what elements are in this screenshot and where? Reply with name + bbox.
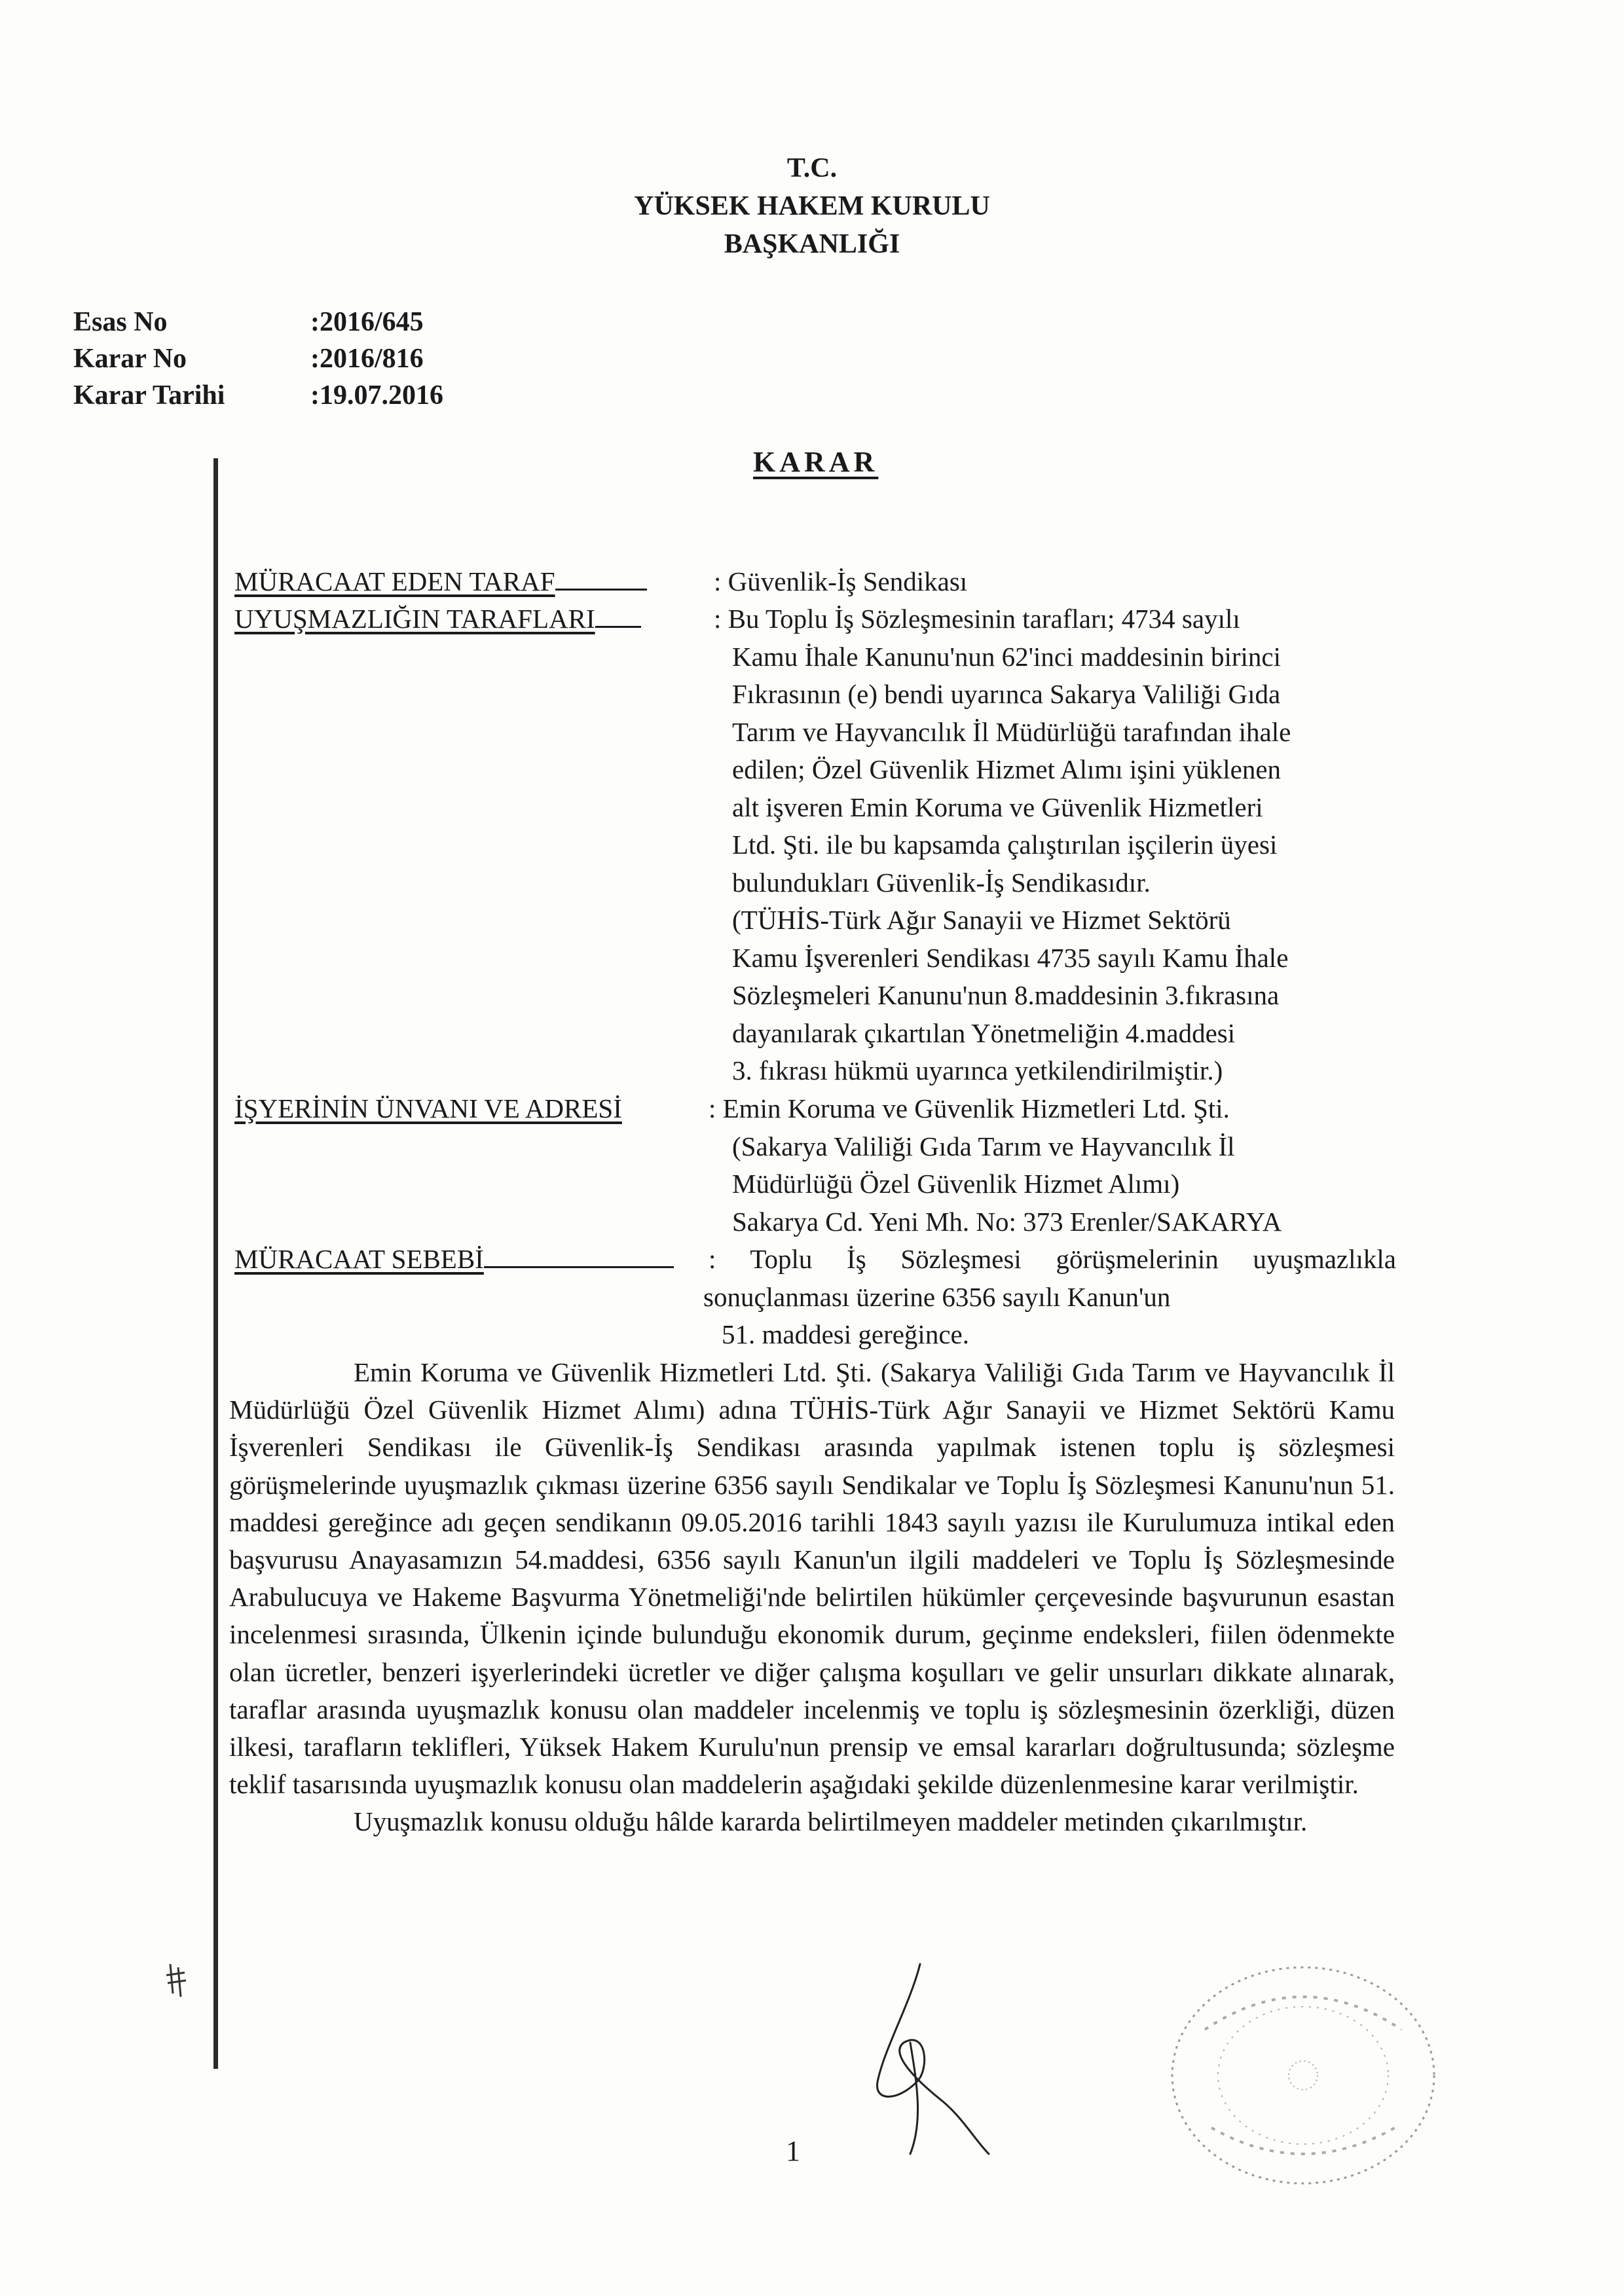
leader-line [484, 1244, 674, 1268]
value-line: : Emin Koruma ve Güvenlik Hizmetleri Ltd. Şti. [709, 1093, 1230, 1123]
karar-no-label: Karar No [73, 344, 187, 374]
field-label-text: MÜRACAAT EDEN TARAF [234, 566, 555, 596]
leader-line [595, 604, 641, 628]
field-label-text: İŞYERİNİN ÜNVANI VE ADRESİ [234, 1093, 622, 1123]
field-value-reason [703, 1241, 1396, 1354]
value-line: Tarım ve Hayvancılık İl Müdürlüğü tarafından ihale [732, 716, 1291, 747]
value-line: : Güvenlik-İş Sendikası [714, 566, 968, 596]
value-line: edilen; Özel Güvenlik Hizmet Alımı işini yüklenen [732, 754, 1282, 784]
value-line: bulundukları Güvenlik-İş Sendikasıdır. [732, 867, 1151, 898]
karar-no-value: :2016/816 [310, 344, 424, 374]
value-line: : Bu Toplu İş Sözleşmesinin tarafları; 4734 sayılı [714, 604, 1240, 634]
margin-handwritten-mark [164, 1961, 196, 2000]
esas-no-value: :2016/645 [310, 307, 424, 337]
value-line: Sakarya Cd. Yeni Mh. No: 373 Erenler/SAKARYA [732, 1206, 1282, 1237]
value-line: Kamu İşverenleri Sendikası 4735 sayılı Kamu İhale [732, 942, 1289, 973]
header-tc: T.C. [786, 153, 838, 183]
field-label-text: MÜRACAAT SEBEBİ [234, 1244, 484, 1274]
karar-tarihi-value: :19.07.2016 [310, 380, 443, 410]
value-line: (Sakarya Valiliği Gıda Tarım ve Hayvancılık İl [732, 1131, 1235, 1161]
header-presidency: BAŞKANLIĞI [724, 229, 900, 259]
field-value-parties [714, 600, 1291, 1090]
value-line: Ltd. Şti. ile bu kapsamda çalıştırılan işçilerin üyesi [732, 829, 1278, 860]
value-line: : Toplu İş Sözleşmesi görüşmelerinin uyuşmazlıkla [709, 1244, 1396, 1274]
value-line: sonuçlanması üzerine 6356 sayılı Kanun'un [703, 1281, 1171, 1312]
header-institution: YÜKSEK HAKEM KURULU [634, 191, 990, 221]
field-label-text: UYUŞMAZLIĞIN TARAFLARI [234, 604, 595, 634]
value-line: Müdürlüğü Özel Güvenlik Hizmet Alımı) [732, 1169, 1180, 1199]
value-line: dayanılarak çıkartılan Yönetmeliğin 4.maddesi [732, 1017, 1236, 1048]
field-label-applicant [234, 563, 647, 600]
value-line: 51. maddesi gereğince. [722, 1319, 969, 1349]
value-line: alt işveren Emin Koruma ve Güvenlik Hizmetleri [732, 792, 1263, 822]
value-line: (TÜHİS-Türk Ağır Sanayii ve Hizmet Sektörü [732, 905, 1231, 935]
esas-no-label: Esas No [73, 307, 168, 337]
field-label-parties [234, 600, 641, 637]
official-seal [1159, 1958, 1447, 2193]
page-number: 1 [786, 2135, 800, 2167]
value-line: Sözleşmeleri Kanunu'nun 8.maddesinin 3.fıkrasına [732, 980, 1280, 1010]
body-paragraph: Uyuşmazlık konusu olduğu hâlde kararda belirtilmeyen maddeler metinden çıkarılmıştır. [354, 1806, 1308, 1837]
field-value-workplace [709, 1090, 1282, 1241]
field-value-applicant [714, 563, 967, 601]
leader-line [555, 566, 647, 591]
document-title: KARAR [753, 446, 879, 478]
value-line: Kamu İhale Kanunu'nun 62'inci maddesinin birinci [732, 641, 1281, 672]
decision-body [229, 1354, 1395, 1841]
signature [812, 1951, 1028, 2167]
field-label-reason [234, 1241, 674, 1277]
margin-vertical-rule [213, 458, 218, 2069]
field-label-workplace [234, 1090, 622, 1127]
value-line: Fıkrasının (e) bendi uyarınca Sakarya Valiliği Gıda [732, 679, 1281, 709]
value-line: 3. fıkrası hükmü uyarınca yetkilendirilmiştir.) [732, 1055, 1223, 1085]
karar-tarihi-label: Karar Tarihi [73, 380, 225, 410]
body-paragraph: Emin Koruma ve Güvenlik Hizmetleri Ltd. Şti. (Sakarya Valiliği Gıda Tarım ve Hayvancılık İl Müdürlüğü Özel Güvenlik Hizmet Alımı) adına TÜHİS-Türk Ağır Sanayii ve Hizmet Sektörü Kamu İşverenleri Sendikası ile Güvenlik-İş Sendikası arasında yapılmak istenen toplu iş sözleşmesi görüşmelerinde uyuşmazlık çıkması üzerine 6356 sayılı Sendikalar ve Toplu İş Sözleşmesi Kanunu'nun 51. maddesi gereğince adı geçen sendikanın 09.05.2016 tarihli 1843 sayılı yazısı ile Kurulumuza intikal eden başvurusu Anayasamızın 54.maddesi, 6356 sayılı Kanun'un ilgili maddeleri ve Toplu İş Sözleşmesinde Arabulucuya ve Hakeme Başvurma Yönetmeliği'nde belirtilen hükümler çerçevesinde başvurunun esastan incelenmesi sırasında, Ülkenin içinde bulunduğu ekonomik durum, geçinme endeksleri, fiilen ödenmekte olan ücretler, benzeri işyerlerindeki ücretler ve diğer çalışma koşulları ve gelir unsurları dikkate alınarak, taraflar arasında uyuşmazlık konusu olan maddeler incelenmiş ve toplu iş sözleşmesinin özerkliği, düzen ilkesi, tarafların teklifleri, Yüksek Hakem Kurulu'nun prensip ve emsal kararları doğrultusunda; sözleşme teklif tasarısında uyuşmazlık konusu olan maddelerin aşağıdaki şekilde düzenlenmesine karar verilmiştir. [229, 1357, 1395, 1800]
